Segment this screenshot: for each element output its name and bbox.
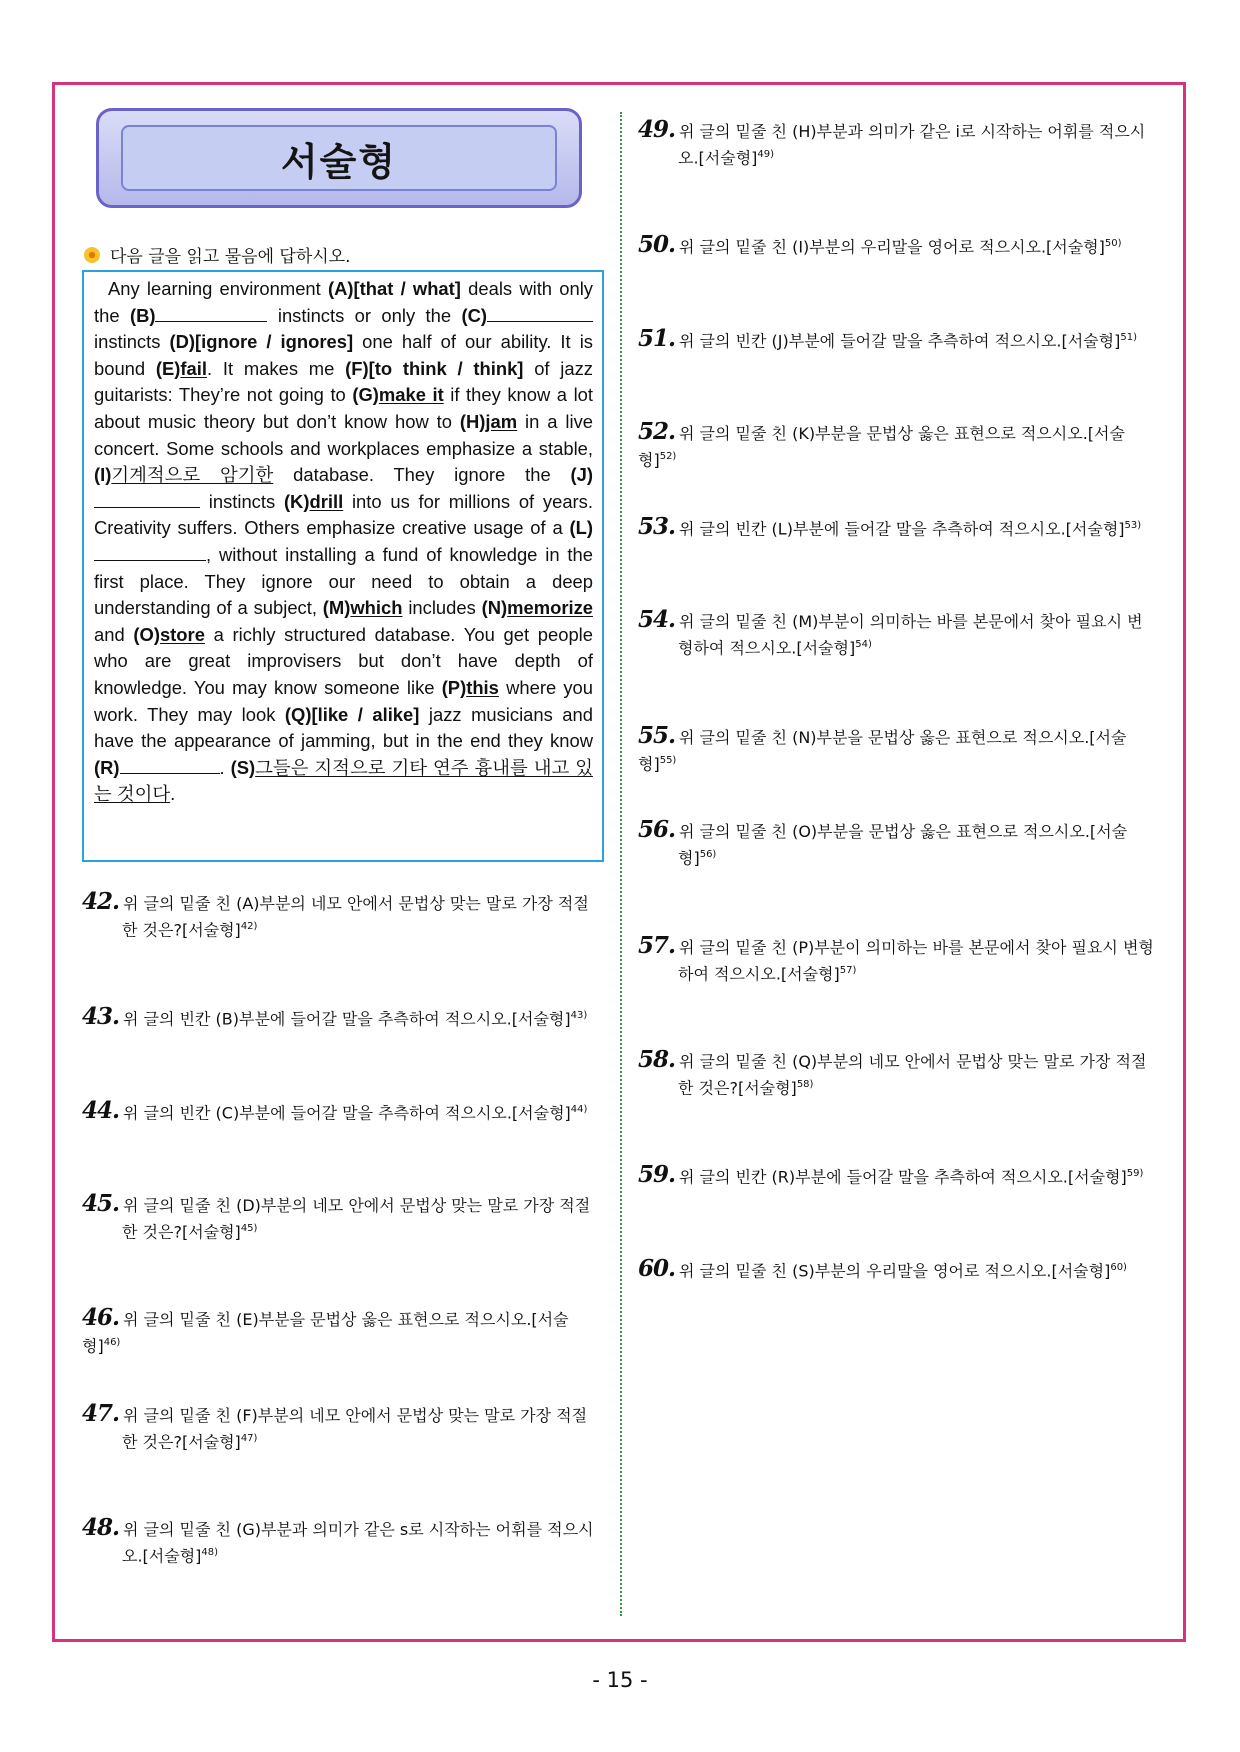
- flower-icon: [84, 247, 100, 263]
- question-continuation: [638, 143, 1160, 169]
- passage-text: where you work. They may look: [94, 676, 593, 725]
- question-text: 위 글의 빈칸 (B)부분에 들어갈 말을 추측하여 적으시오.[서술형]: [123, 1009, 571, 1029]
- marker-h-label: (H): [459, 410, 486, 432]
- footnote-ref: 50): [1104, 238, 1122, 249]
- footnote-ref: 59): [1126, 1168, 1144, 1179]
- question-number: 54.: [638, 606, 676, 633]
- question-text: 위 글의 밑줄 친 (D)부분의 네모 안에서 문법상 맞는 말로 가장 적절: [123, 1196, 591, 1215]
- question-number: 55.: [638, 722, 676, 749]
- passage-text: a richly structured database. You get people who are great improvisers but don’t have depth of knowledge. You may know someone like: [94, 623, 593, 698]
- passage-text: instincts or only the: [267, 304, 462, 326]
- question-58: [638, 1048, 1160, 1099]
- footnote-ref: 52): [659, 451, 677, 462]
- question-text-cont: 오.[서술형]: [122, 1546, 202, 1566]
- question-number: 59.: [638, 1161, 676, 1189]
- question-text-cont: 하여 적으시오.[서술형]: [678, 964, 840, 984]
- question-text: 위 글의 밑줄 친 (M)부분이 의미하는 바를 본문에서 찾아 필요시 변: [679, 612, 1143, 631]
- question-text: 위 글의 밑줄 친 (H)부분과 의미가 같은 i로 시작하는 어휘를 적으시: [679, 122, 1146, 141]
- question-number: 45.: [82, 1190, 120, 1217]
- question-number: 53.: [638, 513, 676, 541]
- marker-h: [460, 411, 517, 432]
- passage-text: and: [94, 623, 134, 645]
- marker-s-label: (S): [230, 756, 256, 778]
- passage-text: includes: [402, 597, 482, 619]
- passage-text: of jazz guitarists: They’re not going to: [94, 357, 594, 406]
- footnote-ref: 54): [855, 639, 872, 650]
- footnote-ref: 51): [1120, 332, 1137, 343]
- footnote-ref: 42): [240, 921, 258, 932]
- question-continuation: [638, 959, 1160, 985]
- question-number: 50.: [638, 231, 676, 259]
- question-text: 위 글의 밑줄 친 (I)부분의 우리말을 영어로 적으시오.[서술형]: [679, 237, 1105, 257]
- question-continuation: [82, 1217, 604, 1243]
- marker-n-word: memorize: [507, 597, 594, 619]
- question-text: 위 글의 밑줄 친 (K)부분을 문법상 옳은 표현으로 적으시오.[서술형]: [638, 424, 1125, 470]
- marker-q: (Q)[like / alike]: [284, 703, 420, 725]
- question-number: 42.: [82, 888, 120, 915]
- passage-text: one half of our ability. It is bound: [94, 331, 593, 379]
- passage-text: Any learning environment: [108, 278, 328, 299]
- question-number: 49.: [638, 116, 676, 143]
- question-text: 위 글의 밑줄 친 (S)부분의 우리말을 영어로 적으시오.[서술형]: [679, 1261, 1111, 1281]
- question-continuation: [638, 1073, 1160, 1099]
- passage-text: database. They ignore the: [273, 464, 571, 486]
- passage-text: jazz musicians and have the appearance of jamming, but in the end they know: [94, 703, 593, 752]
- question-54: [638, 608, 1160, 659]
- blank-r: [120, 755, 220, 774]
- footnote-ref: 57): [839, 965, 857, 976]
- marker-n: [482, 597, 593, 618]
- passage-text: if they know a lot about music theory but don’t know how to: [94, 384, 593, 432]
- marker-r: (R): [94, 756, 120, 778]
- blank-c: [487, 303, 593, 322]
- question-60: [638, 1256, 1160, 1282]
- question-number: 47.: [82, 1400, 120, 1427]
- footnote-ref: 53): [1124, 520, 1142, 531]
- marker-p: [442, 677, 499, 698]
- marker-o-label: (O): [133, 623, 160, 645]
- question-57: [638, 934, 1160, 985]
- question-45: [82, 1192, 604, 1243]
- marker-n-label: (N): [481, 597, 508, 619]
- page-number: - 15 -: [592, 1668, 648, 1692]
- reading-passage: [82, 270, 604, 862]
- question-text: 위 글의 빈칸 (J)부분에 들어갈 말을 추측하여 적으시오.[서술형]: [679, 331, 1121, 351]
- blank-l: [94, 542, 206, 561]
- marker-s-word: 그들은 지적으로 기타 연주 흉내를 내고 있는 것이다: [94, 756, 593, 805]
- question-number: 58.: [638, 1046, 676, 1073]
- question-text: 위 글의 밑줄 친 (P)부분이 의미하는 바를 본문에서 찾아 필요시 변형: [679, 938, 1154, 957]
- question-continuation: [638, 843, 1160, 869]
- question-continuation: [82, 915, 604, 941]
- question-number: 57.: [638, 932, 676, 959]
- question-text: 위 글의 밑줄 친 (N)부분을 문법상 옳은 표현으로 적으시오.[서술형]: [638, 728, 1127, 774]
- marker-f: (F)[to think / think]: [345, 357, 524, 379]
- question-43: [82, 1004, 604, 1030]
- section-title: 서술형: [280, 139, 398, 184]
- footnote-ref: 44): [570, 1104, 588, 1115]
- marker-i-word: 기계적으로 암기한: [111, 464, 274, 486]
- marker-o-word: store: [159, 623, 205, 645]
- marker-c: (C): [461, 304, 487, 326]
- marker-e-label: (E): [155, 357, 181, 379]
- passage-text: deals with only the: [94, 278, 593, 326]
- marker-e-word: fail: [180, 357, 207, 379]
- column-divider: [620, 112, 622, 1616]
- footnote-ref: 55): [659, 755, 677, 766]
- marker-k-label: (K): [283, 490, 310, 512]
- marker-a: (A)[that / what]: [327, 278, 461, 299]
- marker-d: (D)[ignore / ignores]: [169, 331, 354, 353]
- instruction: [84, 242, 351, 267]
- question-text-cont: 한 것은?[서술형]: [122, 920, 241, 940]
- question-number: 48.: [82, 1514, 120, 1541]
- marker-j: (J): [570, 464, 594, 486]
- passage-text: .: [219, 756, 231, 778]
- question-continuation: [638, 633, 1160, 659]
- question-text-cont: 형하여 적으시오.[서술형]: [678, 638, 856, 658]
- question-text: 위 글의 빈칸 (R)부분에 들어갈 말을 추측하여 적으시오.[서술형]: [679, 1167, 1127, 1187]
- marker-e: [156, 358, 207, 379]
- question-number: 60.: [638, 1255, 676, 1283]
- marker-i-label: (I): [94, 464, 112, 486]
- footnote-ref: 43): [570, 1010, 588, 1021]
- question-text: 위 글의 빈칸 (L)부분에 들어갈 말을 추측하여 적으시오.[서술형]: [679, 519, 1125, 539]
- marker-g-label: (G): [352, 384, 379, 406]
- question-59: [638, 1162, 1160, 1188]
- marker-l: (L): [569, 517, 593, 539]
- question-number: 44.: [82, 1097, 120, 1125]
- question-continuation: [82, 1427, 604, 1453]
- question-text: 위 글의 밑줄 친 (E)부분을 문법상 옳은 표현으로 적으시오.[서술형]: [82, 1310, 569, 1356]
- marker-g: [352, 384, 443, 405]
- question-text: 위 글의 빈칸 (C)부분에 들어갈 말을 추측하여 적으시오.[서술형]: [123, 1103, 571, 1123]
- question-46: [82, 1306, 604, 1357]
- question-49: [638, 118, 1160, 169]
- section-banner-inner: [121, 125, 557, 191]
- passage-text: instincts: [200, 490, 284, 512]
- question-number: 52.: [638, 418, 676, 445]
- footnote-ref: 48): [201, 1547, 219, 1558]
- question-55: [638, 724, 1160, 775]
- question-53: [638, 514, 1160, 540]
- marker-o: [133, 624, 205, 645]
- passage-text: in a live concert. Some schools and workplaces emphasize a stable,: [94, 410, 593, 459]
- question-44: [82, 1098, 604, 1124]
- question-text-cont: 형]: [678, 848, 700, 868]
- section-banner: [96, 108, 582, 208]
- question-number: 51.: [638, 325, 676, 353]
- marker-k-word: drill: [309, 490, 344, 512]
- marker-m: [323, 597, 403, 618]
- question-text: 위 글의 밑줄 친 (F)부분의 네모 안에서 문법상 맞는 말로 가장 적절: [123, 1406, 588, 1425]
- passage-text: , without installing a fund of knowledge in the first place. They ignore our need to obtain a deep understanding of a subject,: [94, 543, 593, 619]
- blank-b: [155, 303, 267, 322]
- question-text-cont: 한 것은?[서술형]: [122, 1432, 241, 1452]
- marker-m-word: which: [350, 597, 403, 619]
- footnote-ref: 56): [699, 849, 717, 860]
- marker-p-label: (P): [441, 676, 467, 698]
- blank-j: [94, 489, 200, 508]
- question-56: [638, 818, 1160, 869]
- question-text-cont: 오.[서술형]: [678, 148, 758, 168]
- question-52: [638, 420, 1160, 471]
- marker-m-label: (M): [322, 597, 351, 619]
- question-number: 56.: [638, 816, 676, 843]
- footnote-ref: 58): [796, 1079, 814, 1090]
- question-text-cont: 한 것은?[서술형]: [678, 1078, 797, 1098]
- footnote-ref: 60): [1110, 1262, 1127, 1273]
- question-48: [82, 1516, 604, 1567]
- marker-p-word: this: [466, 676, 499, 698]
- question-text: 위 글의 밑줄 친 (G)부분과 의미가 같은 s로 시작하는 어휘를 적으시: [123, 1520, 594, 1539]
- question-51: [638, 326, 1160, 352]
- passage-text: into us for millions of years. Creativity suffers. Others emphasize creative usage of a: [94, 490, 593, 539]
- passage-text: .: [170, 783, 176, 805]
- question-50: [638, 232, 1160, 258]
- question-text: 위 글의 밑줄 친 (Q)부분의 네모 안에서 문법상 맞는 말로 가장 적절: [679, 1052, 1147, 1071]
- question-continuation: [82, 1541, 604, 1567]
- question-47: [82, 1402, 604, 1453]
- marker-b: (B): [129, 304, 156, 326]
- passage-text: instincts: [94, 331, 170, 353]
- question-number: 43.: [82, 1003, 120, 1031]
- footnote-ref: 46): [103, 1337, 121, 1348]
- footnote-ref: 49): [757, 149, 775, 160]
- question-number: 46.: [82, 1304, 120, 1331]
- footnote-ref: 45): [240, 1223, 258, 1234]
- question-text: 위 글의 밑줄 친 (A)부분의 네모 안에서 문법상 맞는 말로 가장 적절: [123, 894, 589, 913]
- marker-g-word: make it: [378, 384, 444, 406]
- marker-h-word: jam: [485, 410, 518, 432]
- footnote-ref: 47): [240, 1433, 258, 1444]
- question-text: 위 글의 밑줄 친 (O)부분을 문법상 옳은 표현으로 적으시오.[서술: [679, 822, 1128, 841]
- instruction-text: 다음 글을 읽고 물음에 답하시오.: [110, 247, 351, 267]
- passage-text: . It makes me: [207, 357, 346, 379]
- marker-k: [284, 491, 343, 512]
- question-42: [82, 890, 604, 941]
- question-text-cont: 한 것은?[서술형]: [122, 1222, 241, 1242]
